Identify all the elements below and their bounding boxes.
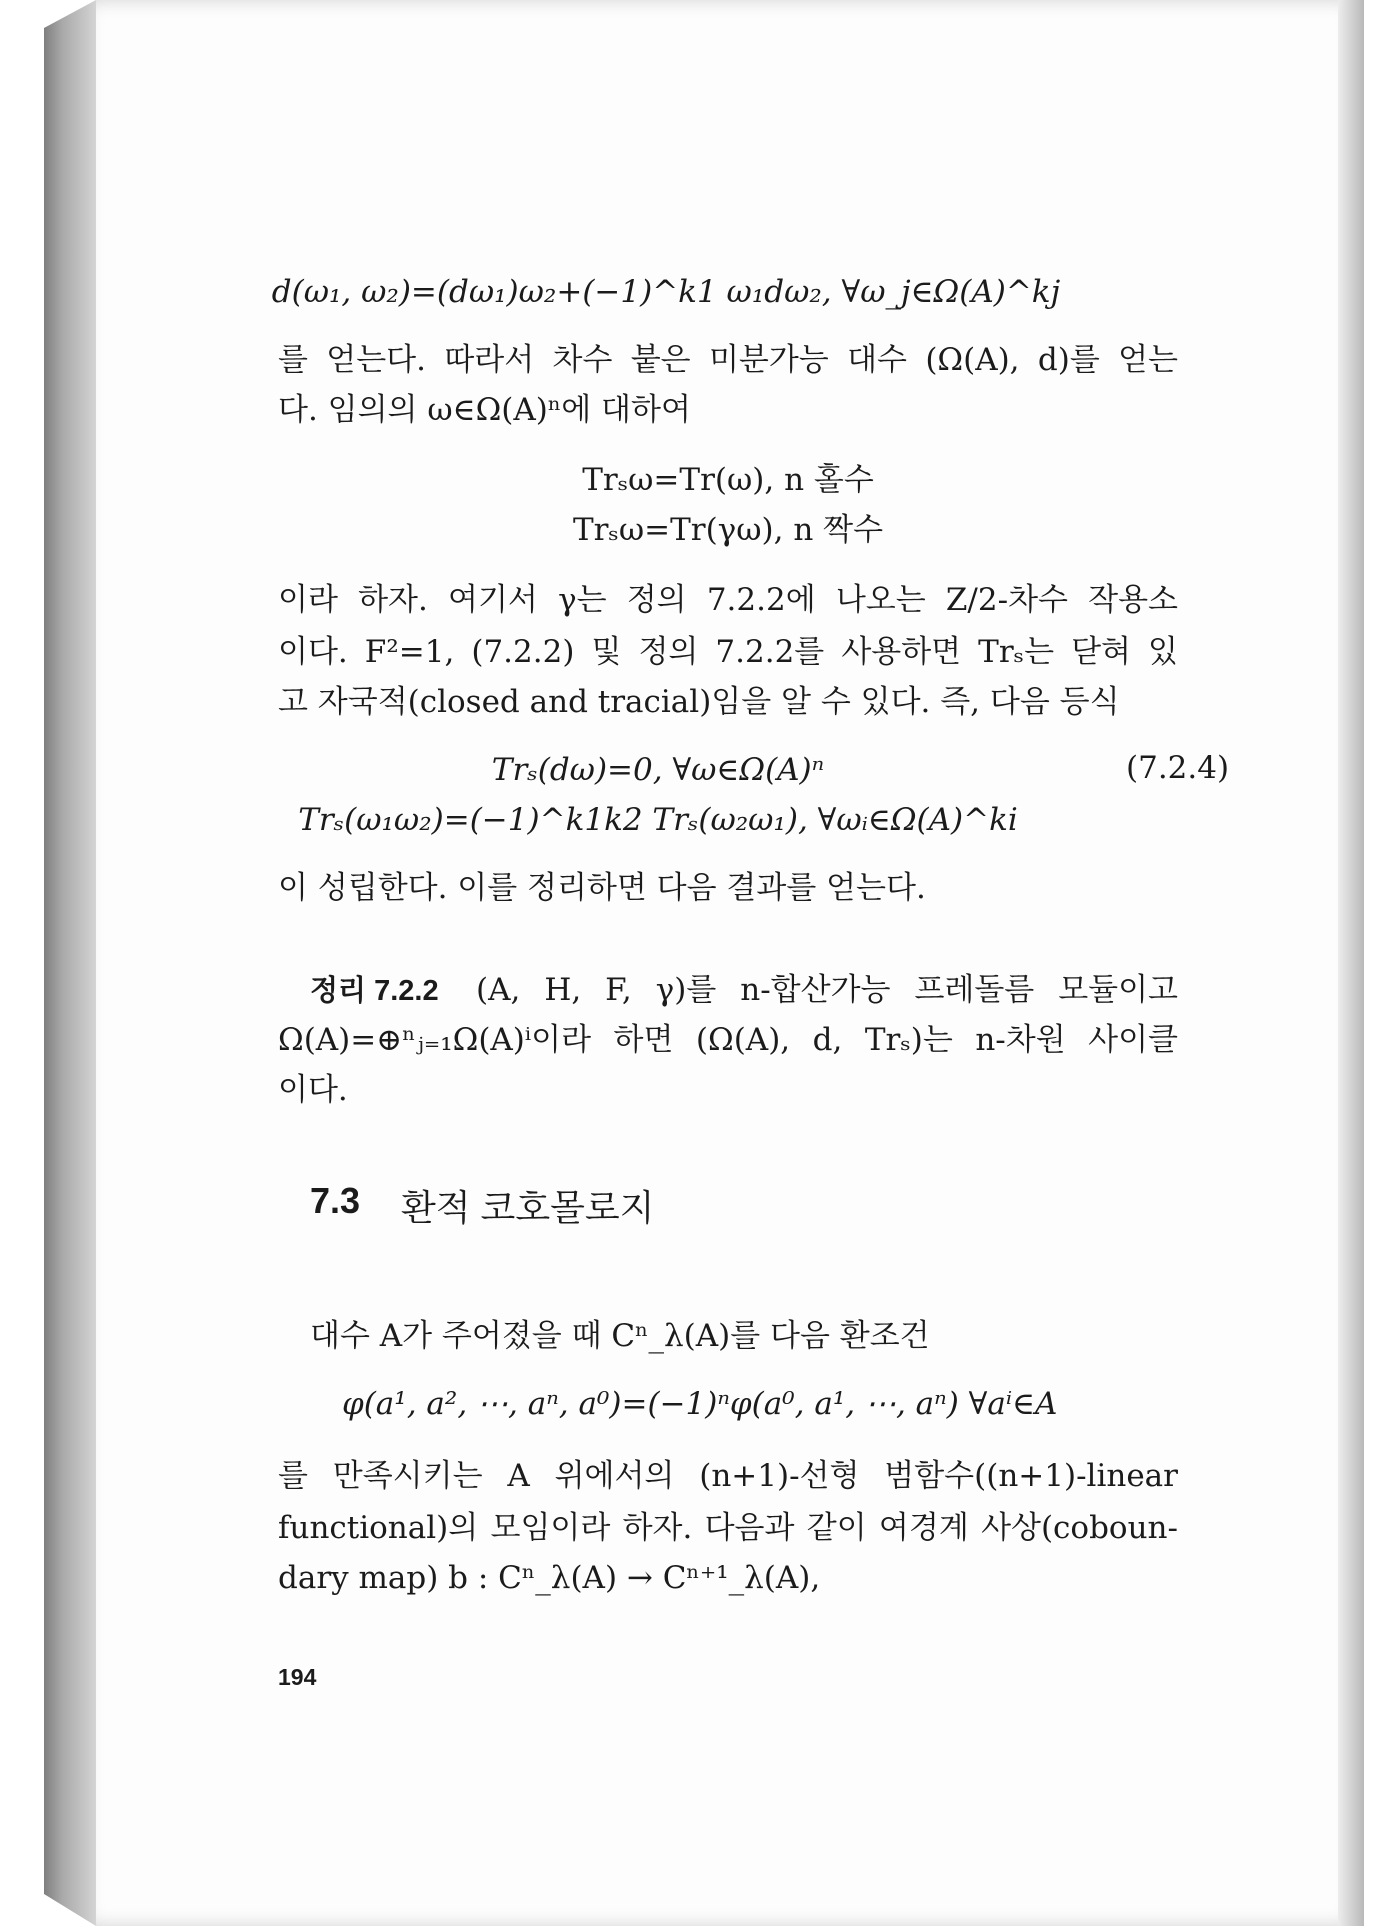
- equation-differential: d(ω₁, ω₂)=(dω₁)ω₂+(−1)^k1 ω₁dω₂, ∀ω_j∈Ω(A)^kj: [271, 274, 1061, 310]
- paragraph-line: 다. 임의의 ω∈Ω(A)ⁿ에 대하여: [278, 392, 691, 428]
- equation-trace-odd: Trₛω=Tr(ω), n 홀수: [582, 462, 874, 498]
- paragraph-line: 이라 하자. 여기서 γ는 정의 7.2.2에 나오는 Z/2-차수 작용소: [278, 582, 1178, 618]
- theorem-label: [310, 970, 439, 1011]
- theorem-line: (A, H, F, γ)를 n-합산가능 프레돌름 모듈이고: [476, 972, 1178, 1008]
- book-page: [96, 0, 1364, 1926]
- theorem-line: Ω(A)=⊕ⁿⱼ₌₁Ω(A)ⁱ이라 하면 (Ω(A), d, Trₛ)는 n-차원 사이클: [278, 1022, 1178, 1058]
- equation-number: (7.2.4): [1126, 750, 1230, 786]
- paragraph-line: dary map) b : Cⁿ_λ(A) → Cⁿ⁺¹_λ(A),: [278, 1560, 821, 1596]
- paragraph-line: 대수 A가 주어졌을 때 Cⁿ_λ(A)를 다음 환조건: [310, 1318, 930, 1354]
- paragraph-line: 를 만족시키는 A 위에서의 (n+1)-선형 범함수((n+1)-linear: [278, 1458, 1178, 1494]
- equation-trace-even: Trₛω=Tr(γω), n 짝수: [572, 512, 884, 548]
- equation-tracial: Trₛ(ω₁ω₂)=(−1)^k1k2 Trₛ(ω₂ω₁), ∀ωᵢ∈Ω(A)^ki: [298, 802, 1018, 838]
- page-edge-shadow: [1338, 0, 1364, 1926]
- page-number: 194: [278, 1664, 317, 1690]
- section-number: 7.3: [310, 1180, 361, 1221]
- section-title: 환적 코호몰로지: [401, 1187, 655, 1228]
- paragraph-line: 이다. F²=1, (7.2.2) 및 정의 7.2.2를 사용하면 Trₛ는 닫혀 있: [278, 634, 1178, 670]
- theorem-label-text: 정리 7.2.2: [310, 975, 439, 1007]
- paragraph-line: 고 자국적(closed and tracial)임을 알 수 있다. 즉, 다음 등식: [278, 684, 1120, 720]
- book-spine: [44, 0, 96, 1926]
- paragraph-line: 를 얻는다. 따라서 차수 붙은 미분가능 대수 (Ω(A), d)를 얻는: [278, 342, 1178, 378]
- equation-cyclic-condition: φ(a¹, a², ⋯, aⁿ, a⁰)=(−1)ⁿφ(a⁰, a¹, ⋯, aⁿ) ∀aⁱ∈A: [342, 1386, 1058, 1422]
- equation-closed: Trₛ(dω)=0, ∀ω∈Ω(A)ⁿ: [491, 752, 825, 788]
- paragraph-line: 이 성립한다. 이를 정리하면 다음 결과를 얻는다.: [278, 870, 926, 906]
- paragraph-line: functional)의 모임이라 하자. 다음과 같이 여경계 사상(coboun-: [278, 1510, 1178, 1546]
- theorem-line: 이다.: [278, 1072, 348, 1108]
